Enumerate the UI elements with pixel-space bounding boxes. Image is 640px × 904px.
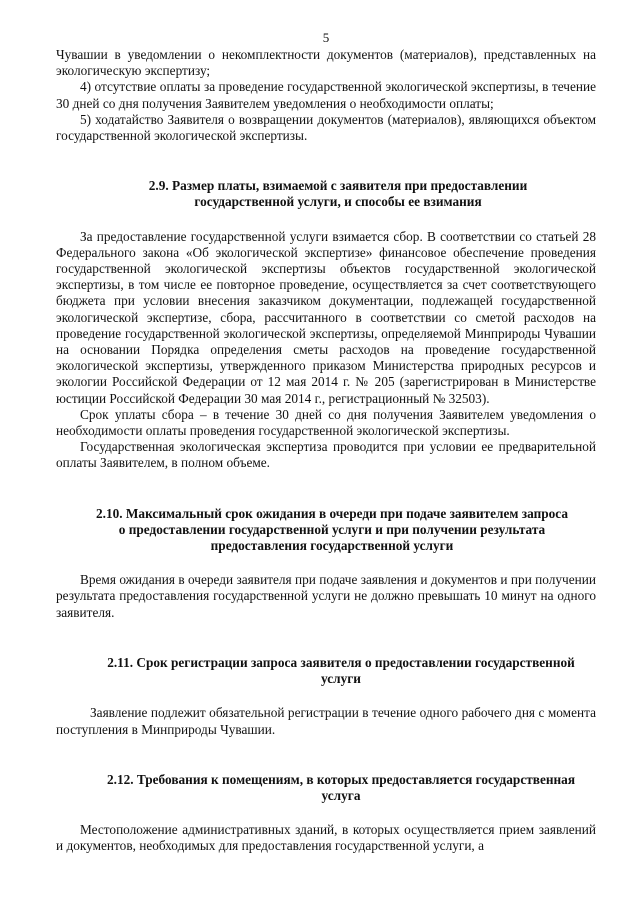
section-2-12-heading-line2: услуга bbox=[321, 787, 361, 803]
section-2-10-paragraph-1: Время ожидания в очереди заявителя при подаче заявления и документов и при получении результата предоставления государственной услуги не должно превышать 10 минут на одного заявителя. bbox=[56, 572, 596, 620]
section-2-12-heading-line1: 2.12. Требования к помещениям, в которых предоставляется государственная bbox=[106, 771, 576, 787]
section-2-11-paragraph-1: Заявление подлежит обязательной регистрации в течение одного рабочего дня с момента поступления в Минприроды Чувашии. bbox=[56, 705, 596, 737]
section-2-9-paragraph-2: Срок уплаты сбора – в течение 30 дней со дня получения Заявителем уведомления о необходимости оплаты проведения государственной экологической экспертизы. bbox=[56, 406, 596, 439]
section-2-12-heading bbox=[56, 772, 596, 804]
section-2-11-heading bbox=[56, 655, 596, 687]
section-2-9-paragraph-3: Государственная экологическая экспертиза проводится при условии ее предварительной оплаты Заявителем, в полном объеме. bbox=[56, 439, 596, 471]
section-2-12-paragraph-1: Местоположение административных зданий, в которых осуществляется прием заявлений и документов, необходимых для предоставления государственной услуги, а bbox=[56, 822, 596, 854]
section-2-10-heading-line2: о предоставлении государственной услуги и при получении результата bbox=[118, 521, 546, 537]
paragraph-intro-3: 5) ходатайство Заявителя о возвращении документов (материалов), являющихся объектом государственной экологической экспертизы. bbox=[56, 111, 596, 144]
section-2-11-heading-line2: услуги bbox=[321, 671, 361, 687]
section-2-11-heading-line1: 2.11. Срок регистрации запроса заявителя о предоставлении государственной bbox=[107, 654, 575, 670]
section-2-10-heading bbox=[56, 506, 596, 555]
page-number: 5 bbox=[322, 30, 330, 45]
section-2-9-heading bbox=[56, 178, 596, 210]
section-2-10-heading-line1: 2.10. Максимальный срок ожидания в очереди при подаче заявителем запроса bbox=[95, 505, 569, 521]
section-2-9-paragraph-1: За предоставление государственной услуги взимается сбор. В соответствии со статьей 28 Федерального закона «Об экологической экспертизе» финансовое обеспечение проведения государственной экологической экспертизы объектов государственной экологической экспертизы, в том числе ее повторное проведение, осуществляется за счет соответствующего бюджета при условии внесения заказчиком документации, подлежащей государственной экологической экспертизе, сбора, рассчитанного в соответствии со сметой расходов на проведение государственной экологической экспертизы, определяемой Минприроды Чувашии на основании Порядка определения сметы расходов на проведение государственной экологической экспертизы, утвержденного приказом Министерства природных ресурсов и экологии Российской Федерации от 12 мая 2014 г. № 205 (зарегистрирован в Министерстве юстиции Российской Федерации 30 мая 2014 г., регистрационный № 32503). bbox=[56, 228, 596, 406]
section-2-9-heading-line2: государственной услуги, и способы ее взимания bbox=[194, 194, 482, 210]
paragraph-intro-2: 4) отсутствие оплаты за проведение государственной экологической экспертизы, в течение 30 дней со дня получения Заявителем уведомления о необходимости оплаты; bbox=[56, 79, 596, 111]
document-page bbox=[56, 30, 596, 855]
section-2-9-heading-line1: 2.9. Размер платы, взимаемой с заявителя при предоставлении bbox=[148, 178, 528, 194]
section-2-10-heading-line3: предоставления государственной услуги bbox=[210, 538, 454, 554]
paragraph-intro-1: Чувашии в уведомлении о некомплектности документов (материалов), представленных на экологическую экспертизу; bbox=[56, 47, 596, 79]
